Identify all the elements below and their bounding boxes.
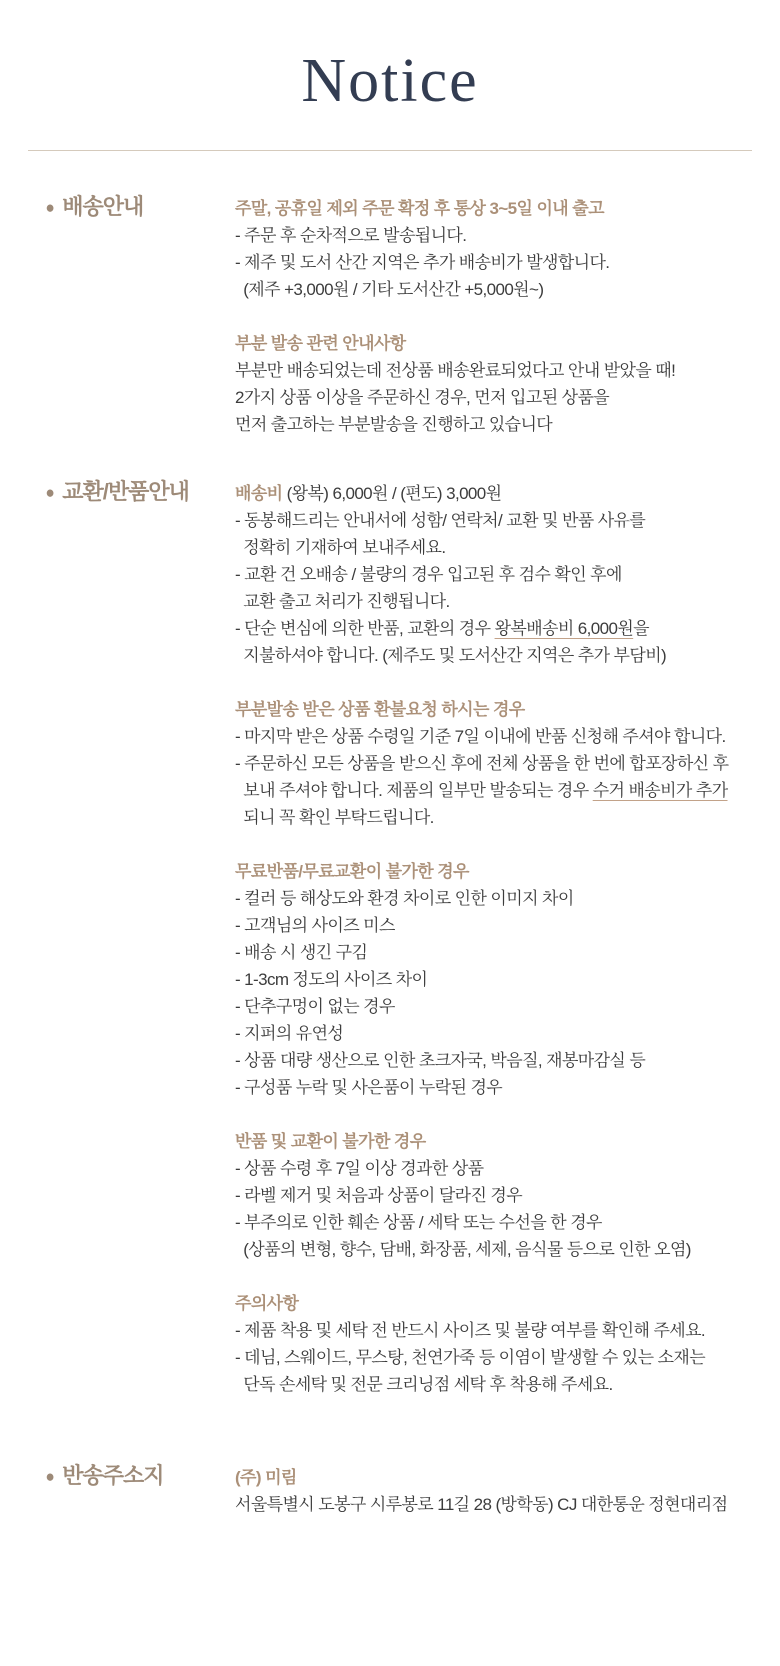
title-area	[0, 0, 780, 115]
highlight-text: 배송비	[235, 484, 283, 503]
text-line	[235, 1155, 750, 1182]
body-text: - 상품 수령 후 7일 이상 경과한 상품	[235, 1159, 484, 1178]
body-text: 서울특별시 도봉구 시루봉로 11길 28 (방학동) CJ 대한통운 정현대리점	[235, 1495, 728, 1514]
text-line	[235, 1074, 750, 1101]
text-line	[235, 1290, 750, 1317]
text-line	[235, 1464, 750, 1491]
text-line	[235, 276, 750, 303]
text-line	[235, 1209, 750, 1236]
body-text: 되니 꼭 확인 부탁드립니다.	[235, 808, 434, 827]
text-line	[235, 1047, 750, 1074]
section-heading	[45, 478, 235, 505]
section-return-address	[45, 1462, 750, 1518]
text-block	[235, 1128, 750, 1263]
highlight-text: 주말, 공휴일 제외 주문 확정 후 통상 3~5일 이내 출고	[235, 199, 604, 218]
text-line	[235, 615, 750, 642]
text-line	[235, 966, 750, 993]
body-text: - 구성품 누락 및 사은품이 누락된 경우	[235, 1078, 503, 1097]
text-line	[235, 777, 750, 804]
bullet-icon: ●	[45, 1466, 55, 1486]
section-exchange-return-info	[45, 478, 750, 1398]
text-block	[235, 1464, 750, 1518]
body-text: - 단순 변심에 의한 반품, 교환의 경우	[235, 619, 495, 638]
highlight-text: (주) 미림	[235, 1468, 297, 1487]
body-text: - 라벨 제거 및 처음과 상품이 달라진 경우	[235, 1186, 523, 1205]
body-text: - 동봉해드리는 안내서에 성함/ 연락처/ 교환 및 반품 사유를	[235, 511, 646, 530]
bullet-icon: ●	[45, 197, 55, 217]
text-line	[235, 804, 750, 831]
body-text: - 주문하신 모든 상품을 받으신 후에 전체 상품을 한 번에 합포장하신 후	[235, 754, 729, 773]
sections	[0, 151, 780, 1518]
text-line	[235, 858, 750, 885]
text-line	[235, 642, 750, 669]
text-line	[235, 1182, 750, 1209]
body-text: - 데님, 스웨이드, 무스탕, 천연가죽 등 이염이 발생할 수 있는 소재는	[235, 1348, 706, 1367]
text-line	[235, 1128, 750, 1155]
text-line	[235, 1317, 750, 1344]
body-text: 교환 출고 처리가 진행됩니다.	[235, 592, 450, 611]
body-text: - 부주의로 인한 훼손 상품 / 세탁 또는 수선을 한 경우	[235, 1213, 602, 1232]
text-line	[235, 1371, 750, 1398]
body-text: 먼저 출고하는 부분발송을 진행하고 있습니다	[235, 415, 553, 434]
body-text: 보내 주셔야 합니다. 제품의 일부만 발송되는 경우	[235, 781, 593, 800]
body-text: 단독 손세탁 및 전문 크리닝점 세탁 후 착용해 주세요.	[235, 1375, 613, 1394]
text-line	[235, 561, 750, 588]
section-label: 반송주소지	[62, 1463, 164, 1488]
text-line	[235, 411, 750, 438]
body-text: - 제품 착용 및 세탁 전 반드시 사이즈 및 불량 여부를 확인해 주세요.	[235, 1321, 706, 1340]
body-text: (제주 +3,000원 / 기타 도서산간 +5,000원~)	[235, 280, 544, 299]
body-text: (왕복) 6,000원 / (편도) 3,000원	[282, 484, 502, 503]
section-heading	[45, 193, 235, 220]
body-text: - 1-3cm 정도의 사이즈 차이	[235, 970, 428, 989]
text-line	[235, 195, 750, 222]
text-line	[235, 939, 750, 966]
highlight-text: 주의사항	[235, 1294, 299, 1313]
section-label: 교환/반품안내	[62, 479, 189, 504]
bullet-icon: ●	[45, 482, 55, 502]
body-text: 2가지 상품 이상을 주문하신 경우, 먼저 입고된 상품을	[235, 388, 610, 407]
body-text: 을	[633, 619, 649, 638]
text-line	[235, 1344, 750, 1371]
highlight-text: 부분 발송 관련 안내사항	[235, 334, 406, 353]
section-heading	[45, 1462, 235, 1489]
text-line	[235, 1020, 750, 1047]
section-content	[235, 193, 750, 438]
highlight-text: 부분발송 받은 상품 환불요청 하시는 경우	[235, 700, 525, 719]
body-text: - 주문 후 순차적으로 발송됩니다.	[235, 226, 467, 245]
text-block	[235, 1290, 750, 1398]
highlight-text: 무료반품/무료교환이 불가한 경우	[235, 862, 469, 881]
underlined-text: 왕복배송비 6,000원	[494, 619, 634, 638]
body-text: - 상품 대량 생산으로 인한 초크자국, 박음질, 재봉마감실 등	[235, 1051, 646, 1070]
text-block	[235, 330, 750, 438]
body-text: - 단추구멍이 없는 경우	[235, 997, 395, 1016]
body-text: 정확히 기재하여 보내주세요.	[235, 538, 446, 557]
body-text: - 지퍼의 유연성	[235, 1024, 344, 1043]
body-text: - 교환 건 오배송 / 불량의 경우 입고된 후 검수 확인 후에	[235, 565, 622, 584]
text-line	[235, 588, 750, 615]
body-text: 부분만 배송되었는데 전상품 배송완료되었다고 안내 받았을 때!	[235, 361, 676, 380]
text-line	[235, 885, 750, 912]
text-line	[235, 480, 750, 507]
body-text: - 마지막 받은 상품 수령일 기준 7일 이내에 반품 신청해 주셔야 합니다.	[235, 727, 726, 746]
text-line	[235, 507, 750, 534]
text-line	[235, 1491, 750, 1518]
text-line	[235, 222, 750, 249]
body-text: (상품의 변형, 향수, 담배, 화장품, 세제, 음식물 등으로 인한 오염)	[235, 1240, 691, 1259]
text-line	[235, 912, 750, 939]
body-text: - 고객님의 사이즈 미스	[235, 916, 395, 935]
section-content	[235, 478, 750, 1398]
text-line	[235, 696, 750, 723]
text-block	[235, 195, 750, 303]
body-text: - 컬러 등 해상도와 환경 차이로 인한 이미지 차이	[235, 889, 574, 908]
body-text: 지불하셔야 합니다. (제주도 및 도서산간 지역은 추가 부담비)	[235, 646, 667, 665]
highlight-text: 반품 및 교환이 불가한 경우	[235, 1132, 426, 1151]
text-block	[235, 858, 750, 1101]
text-line	[235, 534, 750, 561]
text-line	[235, 249, 750, 276]
text-line	[235, 993, 750, 1020]
text-line	[235, 357, 750, 384]
underlined-text: 수거 배송비가 추가	[592, 781, 728, 800]
text-line	[235, 1236, 750, 1263]
text-line	[235, 723, 750, 750]
text-line	[235, 384, 750, 411]
text-line	[235, 750, 750, 777]
text-line	[235, 330, 750, 357]
body-text: - 제주 및 도서 산간 지역은 추가 배송비가 발생합니다.	[235, 253, 610, 272]
section-shipping-info	[45, 193, 750, 438]
section-content	[235, 1462, 750, 1518]
page-title: Notice	[301, 47, 479, 115]
body-text: - 배송 시 생긴 구김	[235, 943, 368, 962]
section-label: 배송안내	[62, 194, 144, 219]
text-block	[235, 696, 750, 831]
text-block	[235, 480, 750, 669]
